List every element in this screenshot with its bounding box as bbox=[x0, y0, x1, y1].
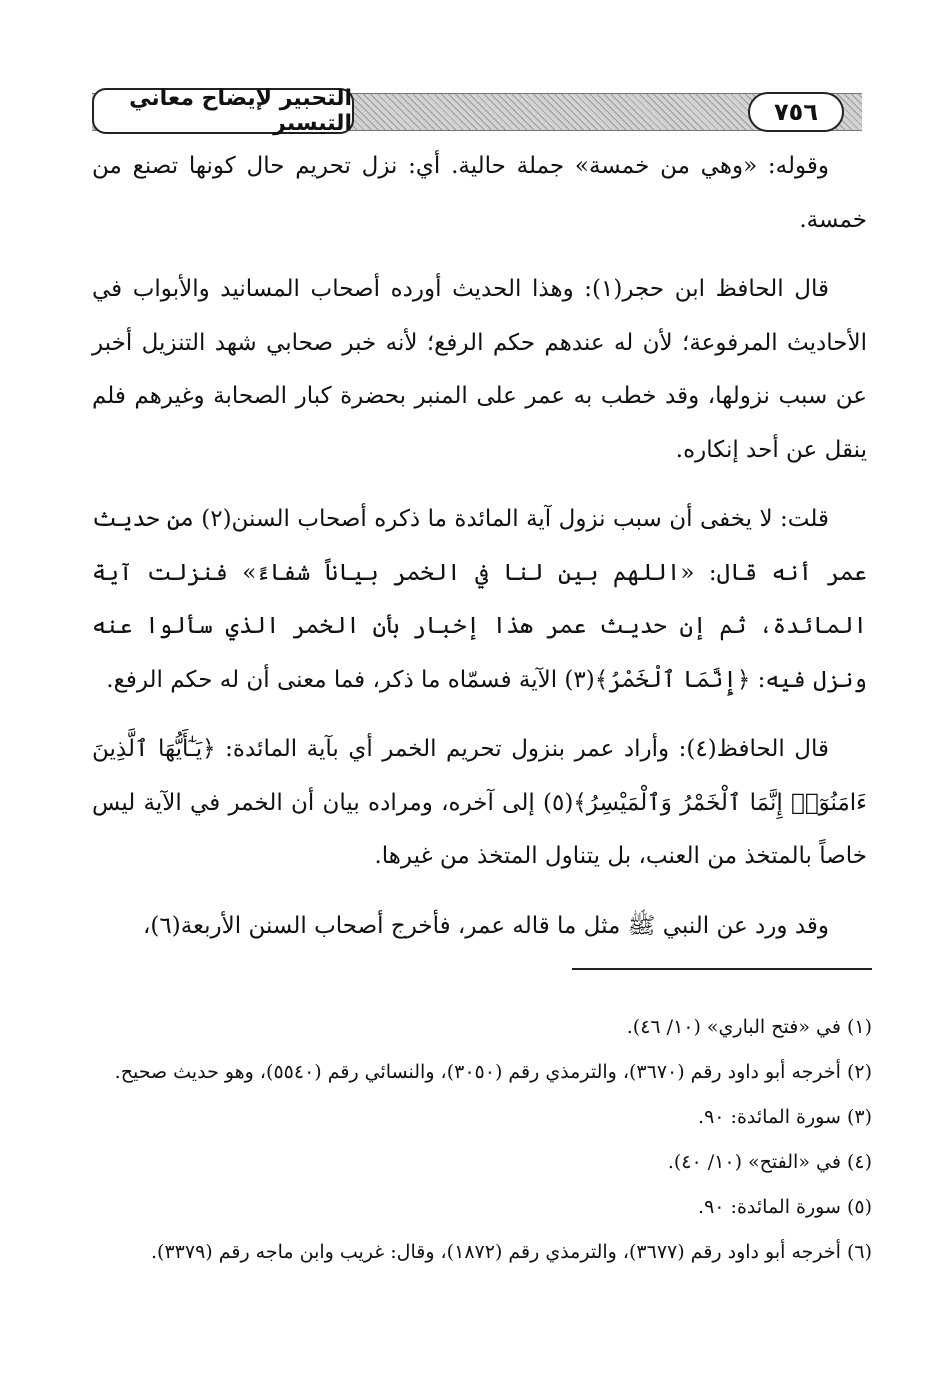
footnote-4: (٤) في «الفتح» (١٠/ ٤٠). bbox=[667, 1151, 872, 1173]
footnote-6: (٦) أخرجه أبو داود رقم (٣٦٧٧)، والترمذي رقم (١٨٧٢)، وقال: غريب وابن ماجه رقم (٣٣٧٩). bbox=[151, 1241, 872, 1263]
page-number-text: ٧٥٦ bbox=[774, 98, 818, 126]
footnotes bbox=[92, 1005, 872, 1275]
footnote-1: (١) في «فتح الباري» (١٠/ ٤٦). bbox=[626, 1016, 872, 1038]
running-title bbox=[92, 88, 354, 134]
page-number bbox=[748, 92, 844, 132]
running-title-text: التحبير لإيضاح معاني التيسير bbox=[129, 86, 352, 136]
paragraph-2: قال الحافظ ابن حجر(١): وهذا الحديث أورده أصحاب المسانيد والأبواب في الأحاديث المرفوعة؛ لأن له عندهم حكم الرفع؛ لأنه خبر صحابي شهد التنزيل أخبر عن سبب نزولها، وقد خطب به عمر على المنبر بحضرة كبار الصحابة وغيرهم فلم ينقل عن أحد إنكاره. bbox=[92, 276, 867, 463]
main-text bbox=[92, 140, 867, 969]
footnote-separator bbox=[572, 968, 872, 970]
paragraph-3: قلت: لا يخفى أن سبب نزول آية المائدة ما ذكره أصحاب السنن(٢) من حديث عمر أنه قال: «اللهم بين لنا في الخمر بياناً شفاءً» فنزلت آية المائدة، ثم إن حديث عمر هذا إخبار بأن الخمر الذي سألوا عنه ونزل فيه: ﴿إِنَّمَا ٱلْخَمْرُ﴾(٣) الآية فسمّاه ما ذكر، فما معنى أن له حكم الرفع. bbox=[92, 506, 867, 693]
paragraph-1: وقوله: «وهي من خمسة» جملة حالية. أي: نزل تحريم حال كونها تصنع من خمسة. bbox=[92, 153, 867, 233]
footnote-3: (٣) سورة المائدة: ٩٠. bbox=[698, 1106, 872, 1128]
footnote-2: (٢) أخرجه أبو داود رقم (٣٦٧٠)، والترمذي رقم (٣٠٥٠)، والنسائي رقم (٥٥٤٠)، وهو حديث صحيح. bbox=[114, 1061, 872, 1083]
footnote-5: (٥) سورة المائدة: ٩٠. bbox=[698, 1196, 872, 1218]
paragraph-4: قال الحافظ(٤): وأراد عمر بنزول تحريم الخمر أي بآية المائدة: ﴿يَـٰٓأَيُّهَا ٱلَّذِينَ ءَامَنُوٓا۟ إِنَّمَا ٱلْخَمْرُ وَٱلْمَيْسِرُ﴾(٥) إلى آخره، ومراده بيان أن الخمر في الآية ليس خاصاً بالمتخذ من العنب، بل يتناول المتخذ من غيرها. bbox=[92, 736, 867, 869]
paragraph-5: وقد ورد عن النبي ﷺ مثل ما قاله عمر، فأخرج أصحاب السنن الأربعة(٦)، bbox=[142, 912, 829, 939]
